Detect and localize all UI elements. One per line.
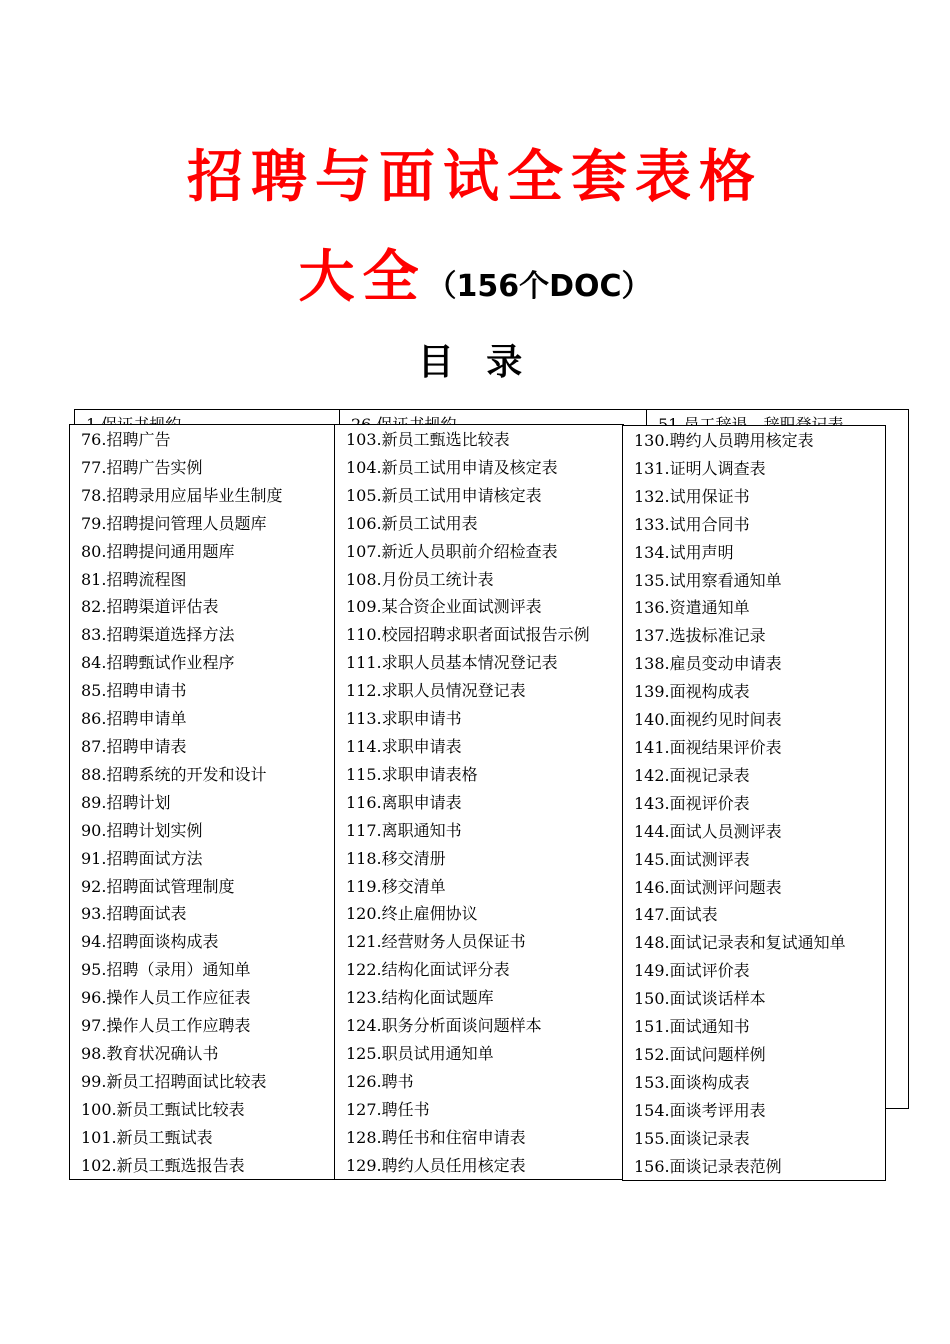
toc-item: 104.新员工试用申请及核定表 bbox=[346, 457, 558, 477]
toc-item: 126.聘书 bbox=[346, 1071, 414, 1091]
toc-item: 98.教育状况确认书 bbox=[81, 1043, 219, 1063]
toc-item: 81.招聘流程图 bbox=[81, 569, 187, 589]
toc-item: 129.聘约人员任用核定表 bbox=[346, 1155, 526, 1175]
toc-item: 91.招聘面试方法 bbox=[81, 848, 203, 868]
toc-item: 113.求职申请书 bbox=[346, 709, 462, 729]
toc-item: 77.招聘广告实例 bbox=[81, 457, 203, 477]
toc-item: 82.招聘渠道评估表 bbox=[81, 597, 219, 617]
toc-item: 152.面试问题样例 bbox=[634, 1044, 766, 1064]
toc-item: 132.试用保证书 bbox=[634, 486, 750, 506]
toc-item: 101.新员工甄试表 bbox=[81, 1127, 213, 1147]
toc-item: 76.招聘广告 bbox=[81, 430, 171, 449]
toc-item: 147.面试表 bbox=[634, 905, 718, 925]
toc-item: 87.招聘申请表 bbox=[81, 736, 187, 756]
toc-item: 110.校园招聘求职者面试报告示例 bbox=[346, 625, 590, 645]
toc-item: 120.终止雇佣协议 bbox=[346, 904, 478, 924]
toc-item: 112.求职人员情况登记表 bbox=[346, 681, 526, 701]
toc-item: 155.面谈记录表 bbox=[634, 1128, 750, 1148]
toc-item: 124.职务分析面谈问题样本 bbox=[346, 1016, 542, 1036]
toc-item: 102.新员工甄选报告表 bbox=[81, 1155, 245, 1175]
toc-heading: 目 录 bbox=[417, 342, 533, 383]
toc-item: 93.招聘面试表 bbox=[81, 904, 187, 924]
toc-item: 111.求职人员基本情况登记表 bbox=[346, 653, 558, 673]
toc-item: 136.资遣通知单 bbox=[634, 598, 750, 618]
toc-item: 154.面谈考评用表 bbox=[634, 1100, 766, 1120]
toc-item: 116.离职申请表 bbox=[346, 792, 462, 812]
toc-item: 115.求职申请表格 bbox=[346, 764, 478, 784]
document-title-suffix: （156个DOC） bbox=[426, 269, 652, 304]
toc-item: 123.结构化面试题库 bbox=[346, 988, 494, 1008]
toc-item: 128.聘任书和住宿申请表 bbox=[346, 1127, 526, 1147]
toc-item: 78.招聘录用应届毕业生制度 bbox=[81, 485, 283, 505]
toc-item: 100.新员工甄试比较表 bbox=[81, 1099, 245, 1119]
toc-column-1 bbox=[69, 424, 336, 1180]
toc-item: 94.招聘面谈构成表 bbox=[81, 932, 219, 952]
toc-item: 151.面试通知书 bbox=[634, 1017, 750, 1037]
toc-item: 127.聘任书 bbox=[346, 1099, 430, 1119]
toc-item: 90.招聘计划实例 bbox=[81, 820, 203, 840]
toc-item: 80.招聘提问通用题库 bbox=[81, 541, 235, 561]
toc-item: 99.新员工招聘面试比较表 bbox=[81, 1071, 267, 1091]
toc-item: 83.招聘渠道选择方法 bbox=[81, 625, 235, 645]
toc-item: 85.招聘申请书 bbox=[81, 681, 187, 701]
toc-item: 86.招聘申请单 bbox=[81, 709, 187, 729]
toc-item: 79.招聘提问管理人员题库 bbox=[81, 513, 267, 533]
toc-item: 84.招聘甄试作业程序 bbox=[81, 653, 235, 673]
toc-item: 135.试用察看通知单 bbox=[634, 570, 782, 590]
toc-item: 130.聘约人员聘用核定表 bbox=[634, 431, 814, 450]
toc-item: 149.面试评价表 bbox=[634, 961, 750, 981]
toc-item: 156.面谈记录表范例 bbox=[634, 1156, 782, 1176]
toc-item: 150.面试谈话样本 bbox=[634, 989, 766, 1009]
toc-item: 153.面谈构成表 bbox=[634, 1072, 750, 1092]
toc-item: 133.试用合同书 bbox=[634, 514, 750, 534]
toc-item: 131.证明人调查表 bbox=[634, 458, 766, 478]
toc-column-2 bbox=[334, 424, 624, 1180]
toc-item: 106.新员工试用表 bbox=[346, 513, 478, 533]
toc-item: 114.求职申请表 bbox=[346, 736, 462, 756]
toc-item: 125.职员试用通知单 bbox=[346, 1043, 494, 1063]
toc-item: 108.月份员工统计表 bbox=[346, 569, 494, 589]
toc-item: 134.试用声明 bbox=[634, 542, 734, 562]
toc-item: 148.面试记录表和复试通知单 bbox=[634, 933, 846, 953]
document-title-line1: 招聘与面试全套表格 bbox=[187, 145, 763, 210]
toc-item: 140.面视约见时间表 bbox=[634, 710, 782, 730]
toc-item: 144.面试人员测评表 bbox=[634, 821, 782, 841]
toc-item: 139.面视构成表 bbox=[634, 682, 750, 702]
toc-list bbox=[623, 427, 885, 1180]
toc-item: 105.新员工试用申请核定表 bbox=[346, 485, 542, 505]
toc-item: 95.招聘（录用）通知单 bbox=[81, 960, 251, 980]
toc-item: 119.移交清单 bbox=[346, 876, 446, 896]
toc-item: 145.面试测评表 bbox=[634, 849, 750, 869]
toc-item: 96.操作人员工作应征表 bbox=[81, 988, 251, 1008]
toc-item: 122.结构化面试评分表 bbox=[346, 960, 510, 980]
toc-list bbox=[335, 426, 623, 1179]
toc-item: 146.面试测评问题表 bbox=[634, 877, 782, 897]
document-title-main: 大全 bbox=[298, 245, 427, 310]
document-title-line2 bbox=[0, 240, 950, 329]
toc-list bbox=[70, 426, 335, 1179]
toc-column-3 bbox=[622, 425, 886, 1181]
toc-item: 118.移交清册 bbox=[346, 848, 446, 868]
toc-item: 121.经营财务人员保证书 bbox=[346, 932, 526, 952]
toc-item: 103.新员工甄选比较表 bbox=[346, 430, 510, 449]
toc-item: 143.面视评价表 bbox=[634, 793, 750, 813]
toc-item: 88.招聘系统的开发和设计 bbox=[81, 764, 267, 784]
toc-item: 137.选拔标准记录 bbox=[634, 626, 766, 646]
toc-item: 138.雇员变动申请表 bbox=[634, 654, 782, 674]
toc-item: 107.新近人员职前介绍检查表 bbox=[346, 541, 558, 561]
toc-item: 109.某合资企业面试测评表 bbox=[346, 597, 542, 617]
toc-item: 97.操作人员工作应聘表 bbox=[81, 1016, 251, 1036]
toc-item: 117.离职通知书 bbox=[346, 820, 462, 840]
toc-item: 92.招聘面试管理制度 bbox=[81, 876, 235, 896]
toc-item: 141.面视结果评价表 bbox=[634, 737, 782, 757]
toc-item: 89.招聘计划 bbox=[81, 792, 171, 812]
toc-item: 142.面视记录表 bbox=[634, 765, 750, 785]
